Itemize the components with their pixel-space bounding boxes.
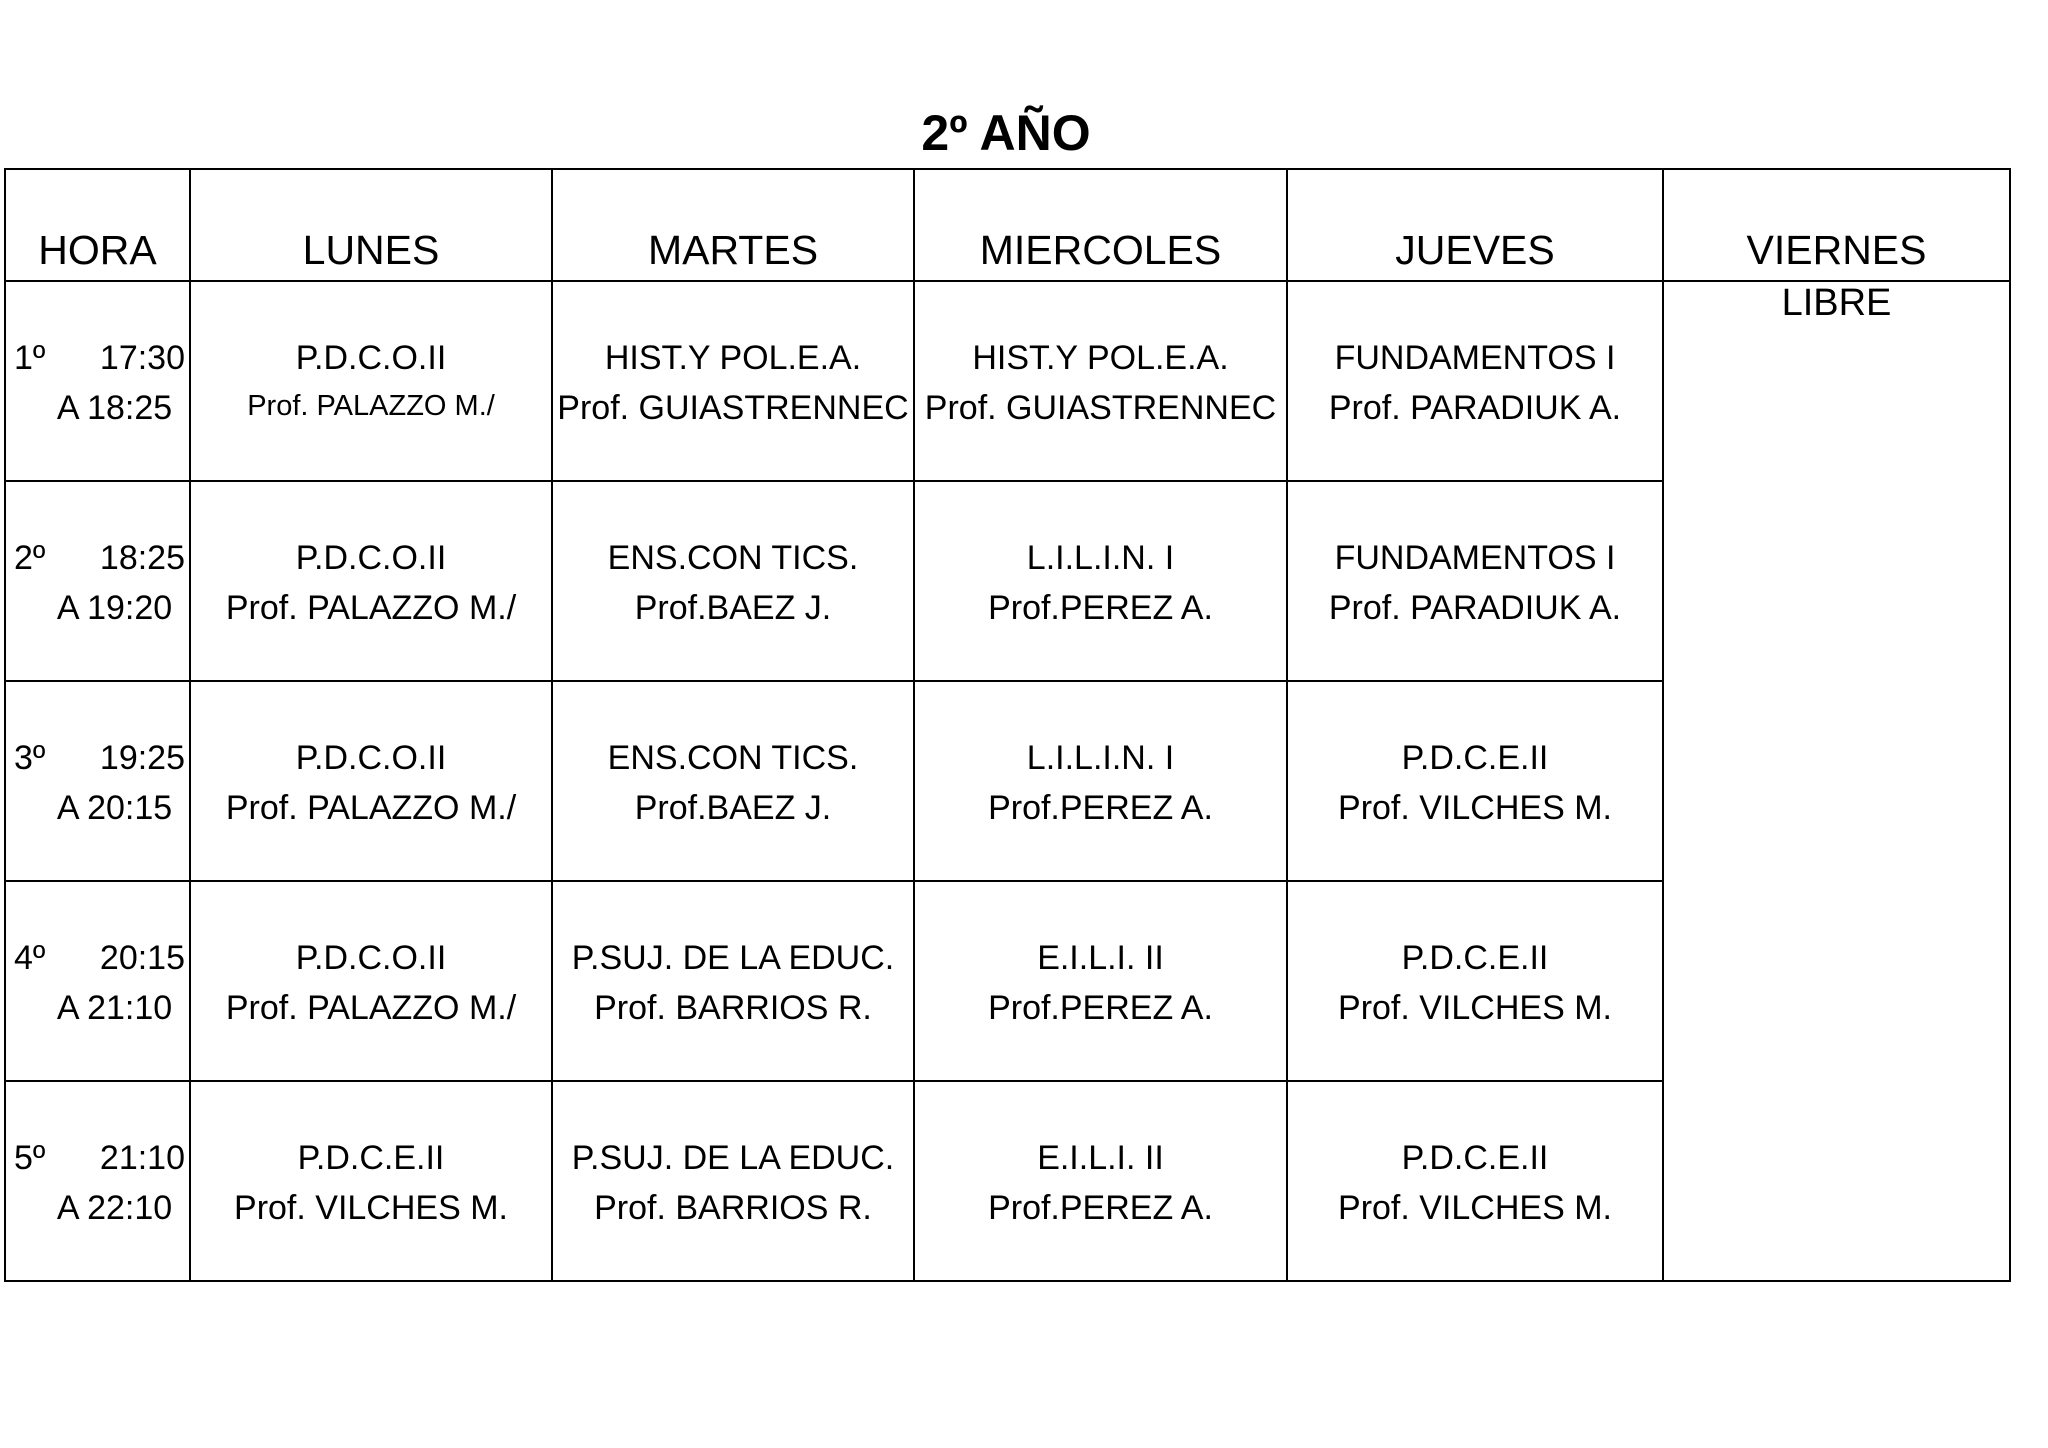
period-end: A 18:25	[56, 389, 173, 427]
teacher-name: Prof. VILCHES M.	[1338, 989, 1612, 1027]
teacher-name: Prof. PALAZZO M./	[247, 390, 495, 422]
teacher-name: Prof.BAEZ J.	[634, 589, 832, 627]
period-start: 20:15	[99, 939, 185, 977]
teacher-name: Prof. VILCHES M.	[1338, 1189, 1612, 1227]
period-end: A 20:15	[56, 789, 173, 827]
period-ordinal: 4º	[14, 939, 46, 977]
period-ordinal: 5º	[14, 1139, 46, 1177]
period-ordinal: 1º	[14, 339, 46, 377]
period-end: A 19:20	[56, 589, 173, 627]
teacher-name: Prof.PEREZ A.	[988, 989, 1213, 1027]
period-end: A 22:10	[56, 1189, 173, 1227]
teacher-name: Prof. PARADIUK A.	[1328, 589, 1622, 627]
period-ordinal: 2º	[14, 539, 46, 577]
hora-cell	[5, 1081, 190, 1281]
subject-name: ENS.CON TICS.	[607, 539, 859, 577]
teacher-name: Prof. PALAZZO M./	[225, 989, 517, 1027]
class-cell-miercoles	[914, 1081, 1287, 1281]
teacher-name: Prof. BARRIOS R.	[594, 1189, 872, 1227]
subject-name: P.D.C.O.II	[295, 539, 447, 577]
teacher-name: Prof. PALAZZO M./	[225, 589, 517, 627]
class-cell-miercoles	[914, 281, 1287, 481]
subject-name: FUNDAMENTOS I	[1334, 539, 1616, 577]
teacher-name: Prof. PARADIUK A.	[1328, 389, 1622, 427]
class-cell-lunes	[190, 881, 552, 1081]
header-martes: MARTES	[552, 169, 914, 281]
subject-name: P.D.C.O.II	[295, 339, 447, 377]
teacher-name: Prof.PEREZ A.	[988, 589, 1213, 627]
class-cell-miercoles	[914, 481, 1287, 681]
subject-name: HIST.Y POL.E.A.	[604, 339, 862, 377]
class-cell-jueves	[1287, 281, 1663, 481]
class-cell-jueves	[1287, 681, 1663, 881]
subject-name: HIST.Y POL.E.A.	[972, 339, 1229, 377]
period-ordinal: 3º	[14, 739, 46, 777]
header-row	[5, 169, 2010, 281]
header-lunes: LUNES	[190, 169, 552, 281]
class-cell-lunes	[190, 281, 552, 481]
subject-name: L.I.L.I.N. I	[1026, 539, 1175, 577]
subject-name: FUNDAMENTOS I	[1334, 339, 1616, 377]
subject-name: L.I.L.I.N. I	[1026, 739, 1175, 777]
table-row	[5, 281, 2010, 481]
hora-cell	[5, 481, 190, 681]
class-cell-lunes	[190, 1081, 552, 1281]
period-start: 21:10	[99, 1139, 185, 1177]
teacher-name: Prof.BAEZ J.	[634, 789, 832, 827]
class-cell-jueves	[1287, 481, 1663, 681]
class-cell-miercoles	[914, 881, 1287, 1081]
class-cell-martes	[552, 681, 914, 881]
viernes-libre-cell: LIBRE	[1663, 281, 2010, 1281]
teacher-name: Prof. PALAZZO M./	[225, 789, 517, 827]
header-hora: HORA	[5, 169, 190, 281]
teacher-name: Prof.PEREZ A.	[988, 789, 1213, 827]
subject-name: P.D.C.O.II	[295, 739, 447, 777]
header-jueves: JUEVES	[1287, 169, 1663, 281]
period-start: 17:30	[99, 339, 185, 377]
hora-cell	[5, 281, 190, 481]
teacher-name: Prof. VILCHES M.	[234, 1189, 508, 1227]
class-cell-martes	[552, 881, 914, 1081]
class-cell-martes	[552, 481, 914, 681]
period-end: A 21:10	[56, 989, 173, 1027]
subject-name: P.D.C.E.II	[1401, 739, 1549, 777]
subject-name: P.D.C.O.II	[295, 939, 447, 977]
subject-name: P.D.C.E.II	[1401, 939, 1549, 977]
class-cell-martes	[552, 1081, 914, 1281]
hora-cell	[5, 681, 190, 881]
class-cell-jueves	[1287, 881, 1663, 1081]
class-cell-lunes	[190, 681, 552, 881]
subject-name: ENS.CON TICS.	[607, 739, 859, 777]
period-start: 18:25	[99, 539, 185, 577]
hora-cell	[5, 881, 190, 1081]
class-cell-miercoles	[914, 681, 1287, 881]
teacher-name: Prof. VILCHES M.	[1338, 789, 1612, 827]
teacher-name: Prof. GUIASTRENNEC	[557, 389, 909, 427]
subject-name: E.I.L.I. II	[1037, 1139, 1164, 1177]
subject-name: P.SUJ. DE LA EDUC.	[571, 939, 895, 977]
teacher-name: Prof. BARRIOS R.	[594, 989, 872, 1027]
period-start: 19:25	[99, 739, 185, 777]
teacher-name: Prof. GUIASTRENNEC	[924, 389, 1277, 427]
class-cell-jueves	[1287, 1081, 1663, 1281]
class-cell-lunes	[190, 481, 552, 681]
teacher-name: Prof.PEREZ A.	[988, 1189, 1213, 1227]
schedule-table	[4, 168, 2011, 1282]
class-cell-martes	[552, 281, 914, 481]
subject-name: P.SUJ. DE LA EDUC.	[571, 1139, 895, 1177]
subject-name: P.D.C.E.II	[1401, 1139, 1549, 1177]
subject-name: P.D.C.E.II	[297, 1139, 445, 1177]
subject-name: E.I.L.I. II	[1037, 939, 1164, 977]
header-miercoles: MIERCOLES	[914, 169, 1287, 281]
page-title: 2º AÑO	[921, 105, 1091, 161]
header-viernes: VIERNES	[1663, 169, 2010, 281]
